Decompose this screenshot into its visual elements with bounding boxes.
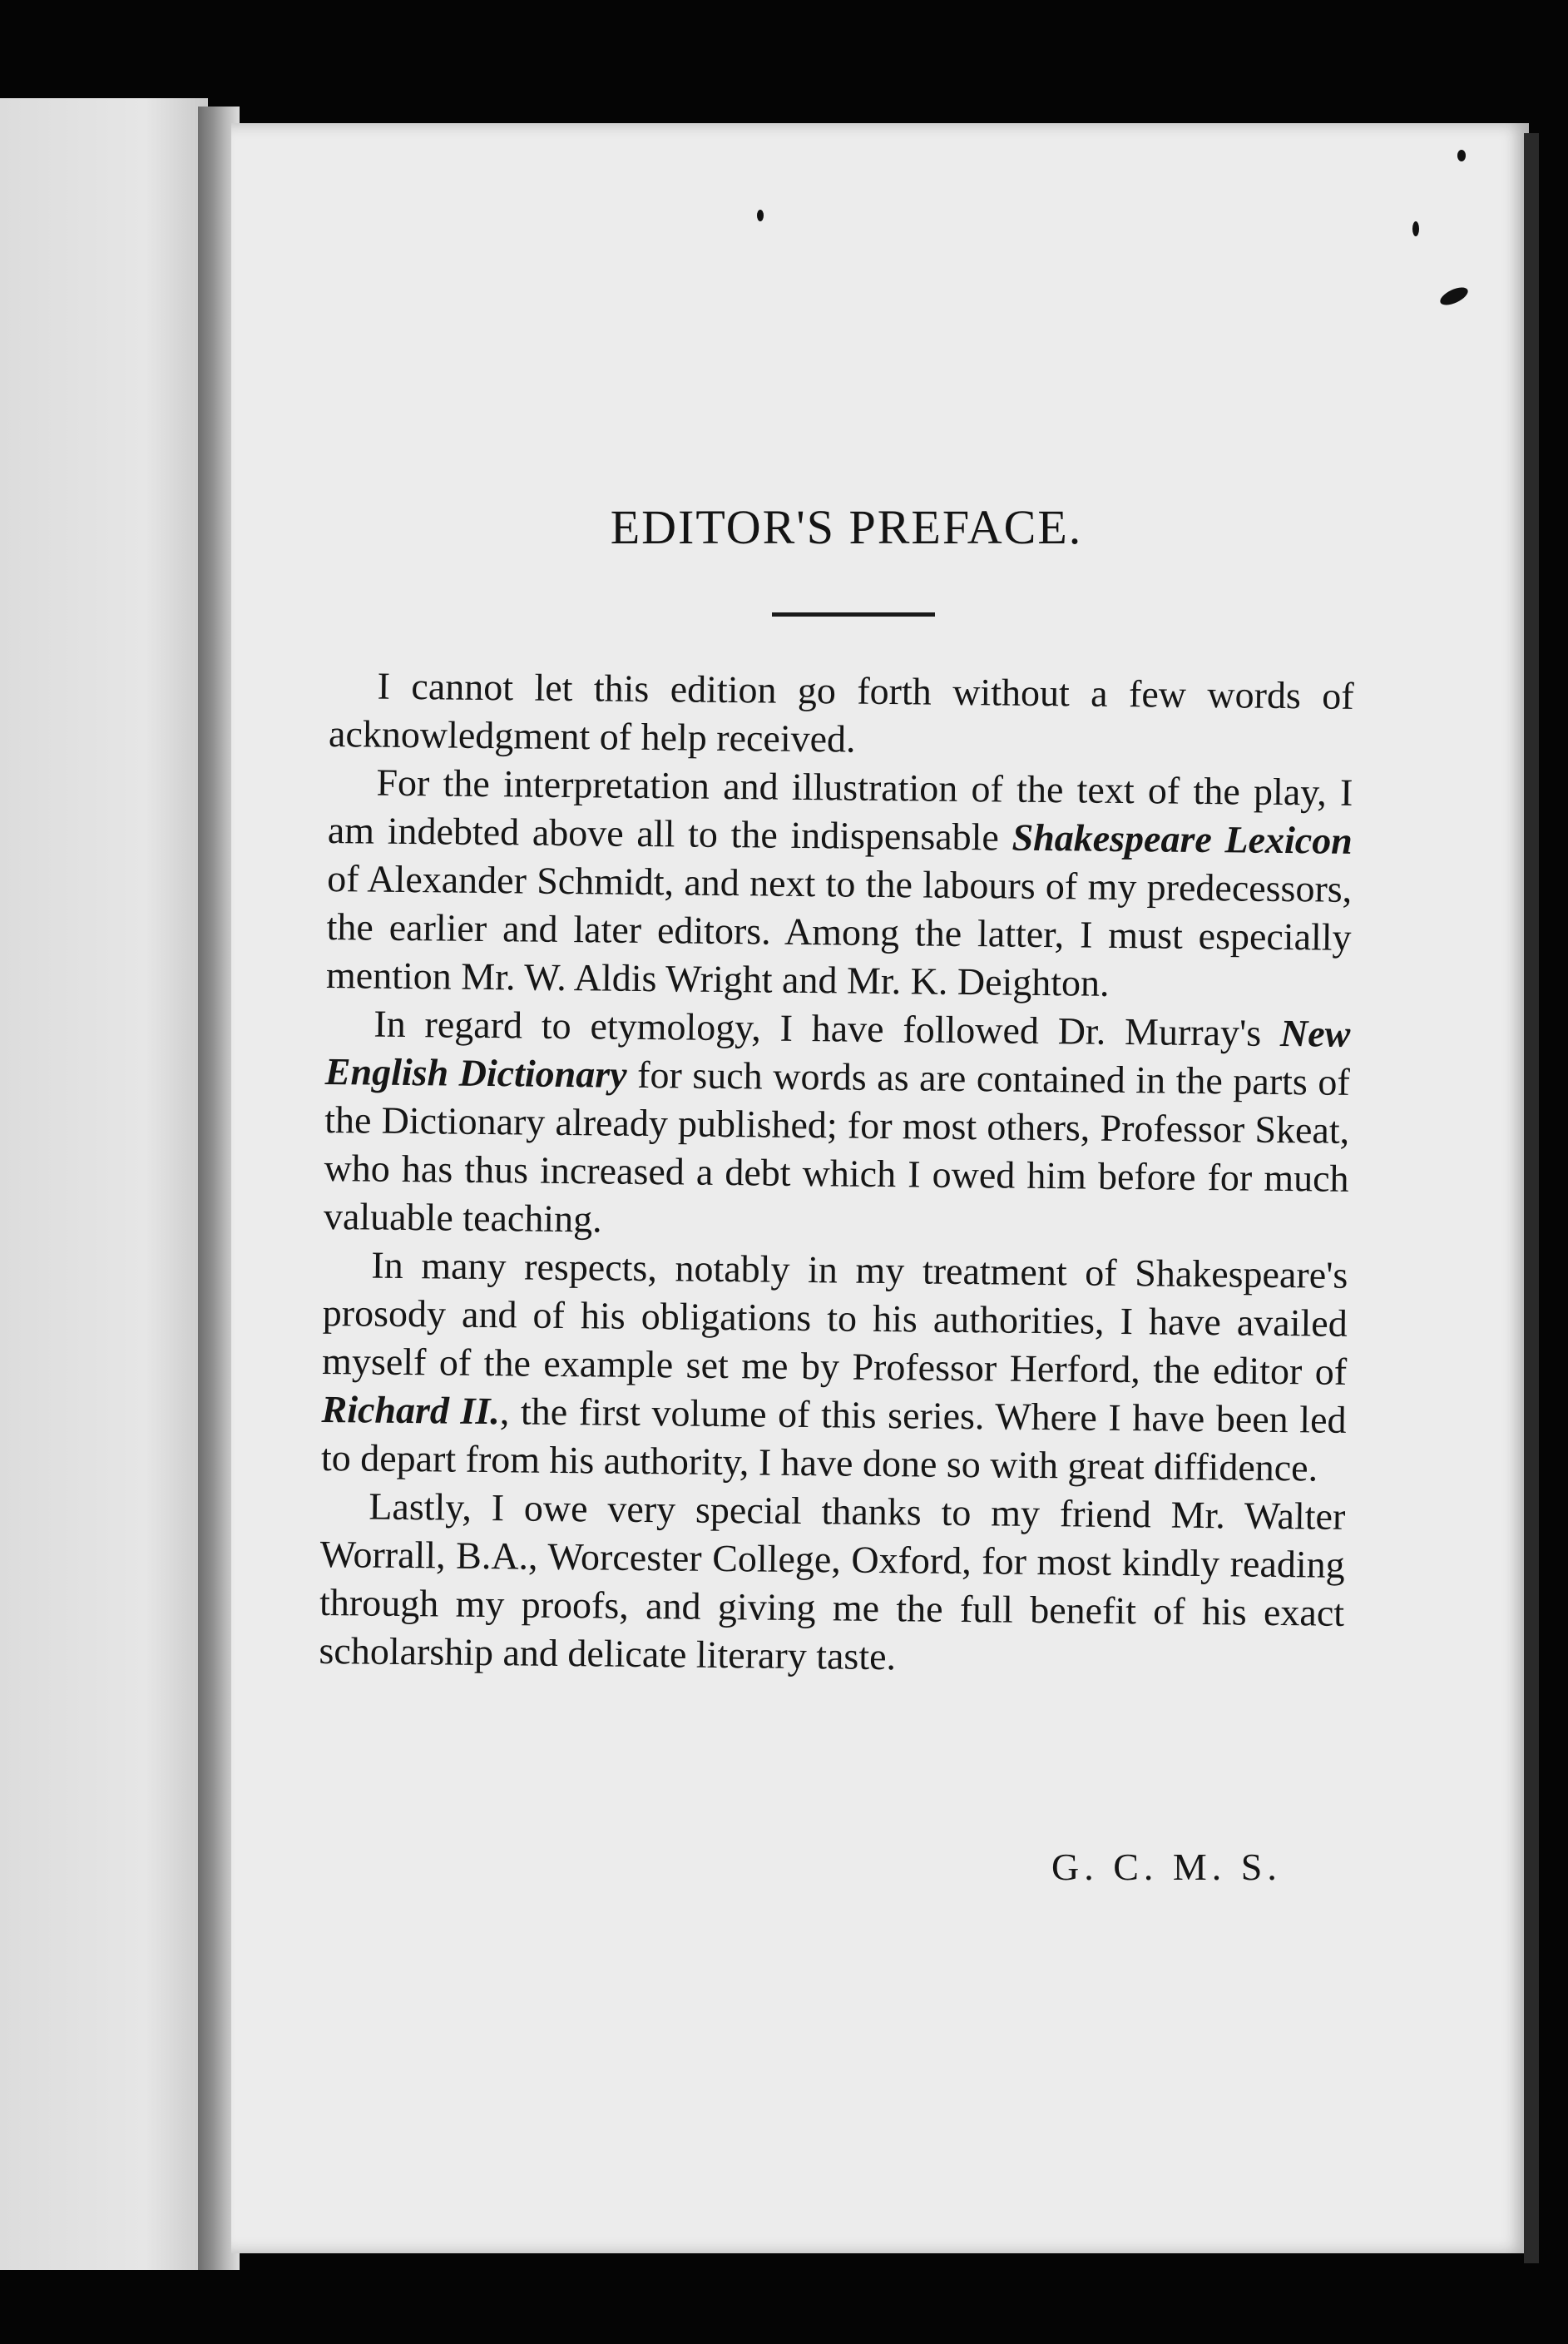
preface-paragraph (326, 758, 1353, 1010)
text-run: , the first volume of this series. Where I have been led to depart from his authority, I have done so with great diffidence. (320, 1390, 1347, 1489)
text-run: In regard to etymology, I have followed Dr. Murray's (373, 1002, 1281, 1054)
preface-paragraph (329, 662, 1354, 769)
text-run: In many respects, notably in my treatment of Shakespeare's prosody and of his obligations to his authorities, I have availed myself of the example set me by Professor Herford, the editor of (321, 1243, 1348, 1393)
page-edge-shadow (1524, 133, 1539, 2263)
ink-speck (1457, 150, 1466, 161)
title-rule (772, 612, 935, 617)
italic-title: New English Dictionary (324, 1011, 1351, 1096)
text-run: Lastly, I owe very special thanks to my friend Mr. Walter Worrall, B.A., Worcester College, Oxford, for most kindly reading through my proofs, and giving me the full benefit of his exact scholarship and delicate literary taste. (319, 1484, 1346, 1678)
signature-initials: G. C. M. S. (1051, 1846, 1282, 1888)
italic-title: Richard II. (321, 1387, 501, 1433)
preface-paragraph (321, 1241, 1348, 1493)
ink-speck (757, 210, 764, 221)
italic-title: Shakespeare Lexicon (1012, 815, 1353, 862)
text-run: for such words as are contained in the parts of the Dictionary already published; for most others, Professor Skeat, who has thus increased a debt which I owed him before for much valuable teaching. (323, 1053, 1351, 1241)
page-title: EDITOR'S PREFACE. (610, 500, 1083, 554)
preface-paragraph (319, 1482, 1345, 1686)
ink-speck (1412, 221, 1419, 236)
text-run: For the interpretation and illustration of the text of the play, I am indebted above all to the indispensable (327, 761, 1353, 859)
text-run: of Alexander Schmidt, and next to the labours of my predecessors, the earlier and later editors. Among the latter, I must especially mention Mr. W. Aldis Wright and Mr. K. Deighton. (325, 856, 1353, 1004)
facing-page-edge (0, 98, 208, 2270)
text-run: I cannot let this edition go forth without a few words of acknowledgment of help received. (328, 664, 1354, 761)
preface-body (319, 662, 1354, 1686)
preface-paragraph (324, 999, 1351, 1251)
